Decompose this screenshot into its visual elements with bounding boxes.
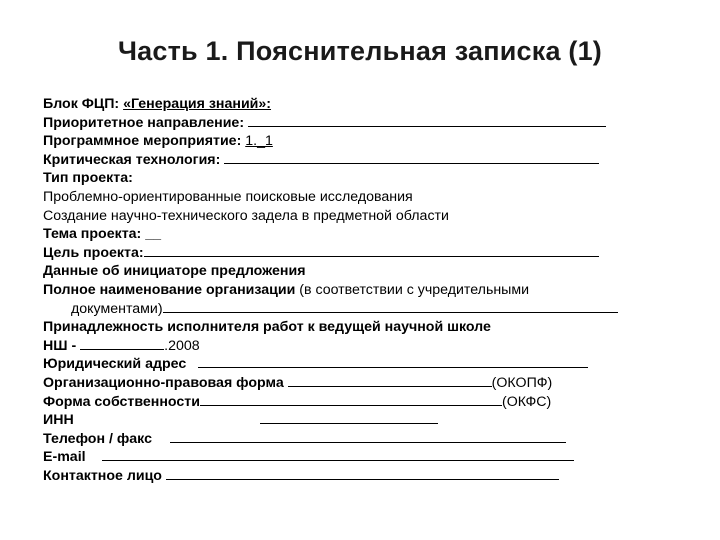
- org-name-note: (в соответствии с учредительными: [299, 281, 530, 298]
- block-row: [43, 95, 643, 114]
- priority-field[interactable]: [248, 114, 606, 127]
- email-label: E-mail: [43, 449, 86, 466]
- ns-suffix: .2008: [164, 337, 200, 354]
- ns-row: [43, 337, 643, 356]
- page-title: Часть 1. Пояснительная записка (1): [118, 36, 602, 66]
- contact-field[interactable]: [166, 467, 559, 480]
- legal-form-field[interactable]: [288, 374, 492, 387]
- ns-label: НШ -: [43, 337, 81, 354]
- goal-field[interactable]: [144, 244, 599, 257]
- address-label: Юридический адрес: [43, 356, 187, 373]
- inn-row: [43, 411, 643, 430]
- phone-row: [43, 430, 643, 449]
- critical-row: [43, 151, 643, 170]
- legal-form-row: [43, 374, 643, 393]
- critical-field[interactable]: [224, 151, 599, 164]
- critical-label: Критическая технология:: [43, 151, 225, 168]
- block-label: Блок ФЦП:: [43, 96, 124, 112]
- project-type-option: Создание научно-технического задела в предметной области: [43, 207, 449, 224]
- phone-field[interactable]: [170, 430, 566, 443]
- topic-label: Тема проекта: __: [43, 226, 161, 243]
- org-name-field[interactable]: [163, 300, 618, 313]
- contact-row: [43, 467, 643, 486]
- legal-form-label: Организационно-правовая форма: [43, 374, 288, 391]
- initiator-heading: Данные об инициаторе предложения: [43, 263, 306, 280]
- org-name-note-cont: документами): [71, 300, 163, 317]
- email-field[interactable]: [102, 448, 574, 461]
- program-label: Программное мероприятие:: [43, 133, 246, 150]
- inn-label: ИНН: [43, 412, 74, 429]
- priority-label: Приоритетное направление:: [43, 114, 248, 131]
- goal-row: [43, 244, 643, 263]
- ownership-code: (ОКФС): [501, 393, 552, 410]
- address-row: [43, 355, 643, 374]
- address-field[interactable]: [198, 355, 588, 368]
- block-value: «Генерация знаний»:: [123, 96, 272, 112]
- ownership-field[interactable]: [200, 393, 502, 406]
- ownership-label: Форма собственности: [43, 393, 200, 410]
- legal-form-code: (ОКОПФ): [491, 374, 553, 391]
- org-name-row-2: [43, 300, 643, 319]
- ns-field[interactable]: [80, 337, 164, 350]
- priority-row: [43, 114, 643, 133]
- org-name-label: Полное наименование организации: [43, 281, 300, 298]
- project-type-option: Проблемно-ориентированные поисковые исследования: [43, 188, 413, 205]
- explanatory-note-form: [43, 95, 643, 485]
- ownership-row: [43, 393, 643, 412]
- contact-label: Контактное лицо: [43, 467, 166, 484]
- program-value: 1._1: [245, 133, 273, 150]
- program-row: [43, 132, 643, 151]
- school-label: Принадлежность исполнителя работ к ведущей научной школе: [43, 319, 491, 336]
- phone-label: Телефон / факс: [43, 430, 152, 447]
- goal-label: Цель проекта:: [43, 244, 144, 261]
- inn-field[interactable]: [260, 411, 438, 424]
- project-type-label: Тип проекта:: [43, 170, 133, 187]
- org-name-row: [43, 281, 643, 300]
- email-row: [43, 448, 643, 467]
